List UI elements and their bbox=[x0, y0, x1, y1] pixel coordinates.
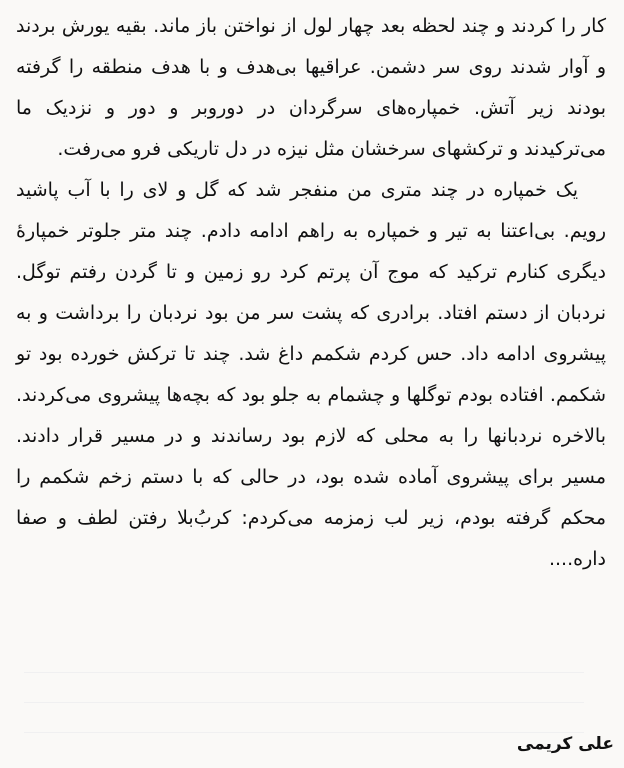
paragraph-2: یک خمپاره در چند متری من منفجر شد که گل و لای را با آب پاشید رویم. بی‌اعتنا به تیر و خمپاره به راهم ادامه دادم. چند متر جلوتر خمپارهٔ دیگری کنارم ترکید که موج آن پرتم کرد رو زمین و تا گردن رفتم توگل. نردبان از دستم افتاد. برادری که پشت سر من بود نردبان را برداشت و به پیشروی ادامه داد. حس کردم شکمم داغ شد. چند تا ترکش خورده بود تو شکمم. افتاده بودم توگلها و چشمام به جلو بود که بچه‌ها پیشروی می‌کردند. بالاخره نردبانها را به محلی که لازم بود رساندند و در مسیر قرار دادند. مسیر برای پیشروی آماده شده بود، در حالی که با دستم زخم شکمم را محکم گرفته بودم، زیر لب زمزمه می‌کردم: کربُ‌بلا رفتن لطف و صفا داره.... bbox=[16, 179, 606, 570]
background-watermark bbox=[24, 658, 584, 748]
author-signature: علی کریمی bbox=[516, 734, 614, 754]
article-body bbox=[16, 6, 606, 580]
paragraph-1: کار را کردند و چند لحظه بعد چهار لول از نواختن باز ماند. بقیه یورش بردند و آوار شدند روی سر دشمن. عراقیها بی‌هدف و با هدف منطقه را گرفته بودند زیر آتش. خمپاره‌های سرگردان در دوروبر و دور و نزدیک ما می‌ترکیدند و ترکشهای سرخشان مثل نیزه در دل تاریکی فرو می‌رفت. bbox=[16, 15, 606, 160]
